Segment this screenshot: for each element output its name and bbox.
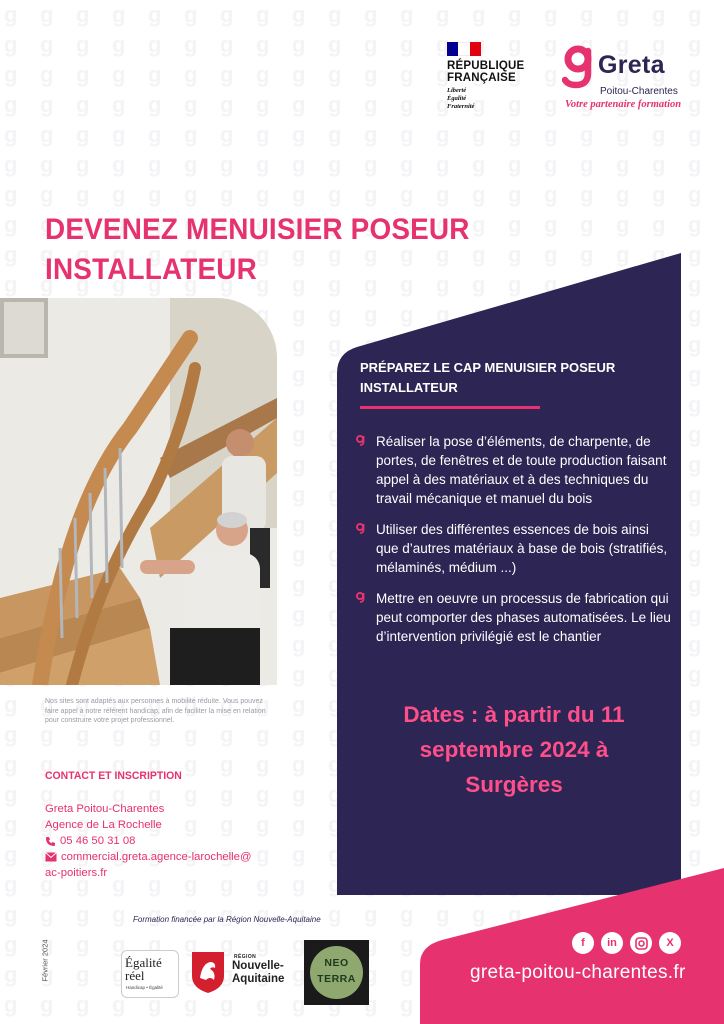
greta-g-icon	[562, 43, 596, 89]
skills-list	[355, 432, 675, 658]
neoterra-logo	[304, 940, 369, 1005]
linkedin-icon[interactable]: in	[601, 932, 623, 954]
title-line2: INSTALLATEUR	[45, 253, 257, 286]
website-domain: greta-poitou-charentes	[470, 962, 668, 983]
region-name1: Nouvelle-	[232, 960, 284, 972]
contact-block	[45, 801, 315, 881]
motto-fraternite: Fraternité	[447, 103, 475, 110]
region-name2: Aquitaine	[232, 972, 285, 985]
region-nouvelle-aquitaine-logo	[188, 948, 298, 998]
x-icon[interactable]: X	[659, 932, 681, 954]
training-dates	[355, 697, 673, 802]
french-flag-icon	[447, 42, 481, 56]
dates-line1: Dates : à partir du 11	[403, 702, 625, 727]
email-icon	[45, 852, 57, 862]
website-link[interactable]	[470, 962, 686, 984]
bullet-text-3: Mettre en oeuvre un processus de fabrication qui peut comporter des phases automatisées. Le lieu d’intervention privilégié est le chantier	[376, 591, 671, 644]
dates-line2: septembre 2024 à	[419, 737, 609, 762]
list-item	[355, 589, 675, 646]
publication-date-text: Février 2024	[40, 939, 50, 982]
panel-heading	[360, 358, 660, 398]
contact-org: Greta Poitou-Charentes	[45, 803, 165, 815]
title-line1: DEVENEZ MENUISIER POSEUR	[45, 213, 470, 246]
neoterra-line1: NEO	[324, 957, 349, 969]
panel-heading-line2: INSTALLATEUR	[360, 380, 458, 395]
list-item	[355, 432, 675, 508]
egalite-logo	[121, 950, 179, 998]
contact-agency: Agence de La Rochelle	[45, 819, 162, 831]
social-links	[572, 932, 682, 956]
neoterra-line2: TERRA	[317, 973, 356, 985]
greta-name: Greta	[598, 51, 665, 79]
phone-icon	[45, 836, 56, 847]
greta-tagline: Votre partenaire formation	[565, 99, 682, 110]
greta-region: Poitou-Charentes	[600, 86, 678, 97]
list-item	[355, 520, 675, 577]
contact-phone[interactable]: 05 46 50 31 08	[60, 835, 136, 847]
instagram-icon[interactable]	[630, 932, 652, 954]
publication-date	[40, 932, 50, 992]
accessibility-caption: Nos sites sont adaptés aux personnes à mobilité réduite. Vous pouvez faire appel à notre référent handicap, afin de faciliter la mise en relation pour construire votre projet professionnel.	[45, 698, 266, 724]
funding-note: Formation financée par la Région Nouvelle-Aquitaine	[133, 915, 321, 924]
bullet-text-1: Réaliser la pose d’éléments, de charpente, de portes, de fenêtres et de toute production faisant appel à des matériaux et à des techniques du travail mécanique et manuel du bois	[376, 434, 667, 506]
bullet-text-2: Utiliser des différentes essences de bois ainsi que d’autres matériaux à base de bois (stratifiés, mélaminés, médium ...)	[376, 522, 668, 575]
republique-line2: FRANÇAISE	[447, 72, 516, 84]
panel-heading-line1: PRÉPAREZ LE CAP MENUISIER POSEUR	[360, 360, 616, 375]
contact-email-line2[interactable]: ac-poitiers.fr	[45, 867, 108, 879]
republique-francaise-logo	[447, 42, 537, 111]
greta-bullet-icon	[355, 434, 366, 446]
motto-liberte: Liberté	[447, 87, 467, 94]
region-lion-icon	[190, 950, 226, 994]
staircase-photo	[0, 298, 277, 685]
greta-bullet-icon	[355, 522, 366, 534]
egalite-text1: Égalité	[125, 955, 162, 970]
panel-divider	[360, 406, 540, 409]
contact-email-line1[interactable]: commercial.greta.agence-larochelle@	[61, 851, 252, 863]
greta-bullet-icon	[355, 591, 366, 603]
contact-title: CONTACT ET INSCRIPTION	[45, 770, 182, 782]
egalite-text2: réel	[125, 968, 145, 983]
republique-line1: RÉPUBLIQUE	[447, 60, 525, 72]
website-tld: .fr	[667, 962, 686, 983]
facebook-icon[interactable]: f	[572, 932, 594, 954]
dates-line3: Surgères	[465, 772, 563, 797]
motto-egalite: Égalité	[447, 95, 467, 102]
region-small-label: RÉGION	[234, 954, 257, 960]
egalite-sub: Handicap • Égalité	[126, 985, 163, 990]
